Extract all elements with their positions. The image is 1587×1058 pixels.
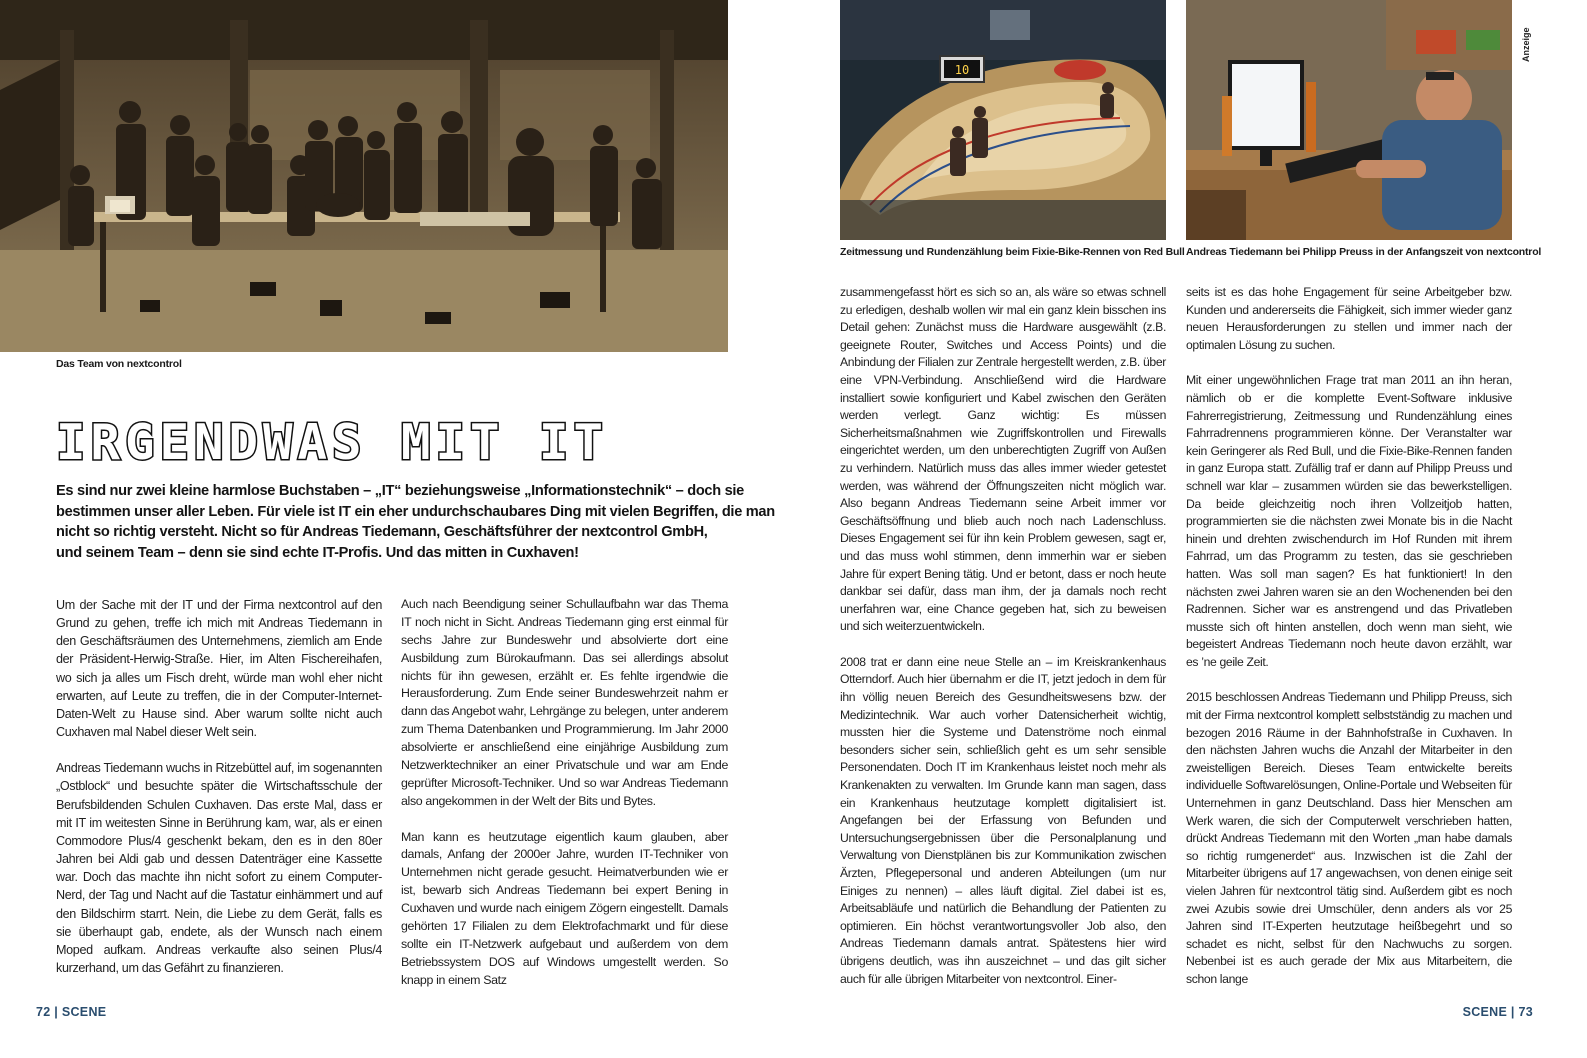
body-column-1 xyxy=(56,596,382,977)
paragraph: Auch nach Beendigung seiner Schullaufbahn war das Thema IT noch nicht in Sicht. Andreas Tiedemann ging erst einmal für sechs Jahre zur Bundeswehr und absolvierte dort eine Ausbildung zum Bürokaufmann. Das sei allerdings absolut nichts für ihn gewesen, erzählt er. Es fehlte irgendwie die Herausforderung. Zum Ende seiner Bundeswehrzeit nahm er dann das Angebot wahr, Lehrgänge zu belegen, unter anderem zum Thema Datenbanken und Programmierung. Im Jahr 2000 absolvierte er anschließend eine einjährige Ausbildung zum Netzwerktechniker an einer Privatschule und war am Ende geprüfter Microsoft-Techniker. Und so war Andreas Tiedemann also angekommen in der Welt der Bits und Bytes. xyxy=(401,597,728,808)
article-intro xyxy=(56,481,775,563)
office-photo-caption: Andreas Tiedemann bei Philipp Preuss in der Anfangszeit von nextcontrol xyxy=(1186,246,1542,258)
team-photo-illustration xyxy=(0,0,728,352)
paragraph: 2008 trat er dann eine neue Stelle an – im Kreiskrankenhaus Otterndorf. Auch hier übernahm er die IT, jetzt jedoch in dem für ihn völlig neuen Bereich des Gesundheitswesens bzw. der Medizintechnik. War auch vorher Datensicherheit wichtig, mussten hier die Systeme und Datenströme noch einmal besonders sicher sein, schließlich geht es um sehr sensible Personendaten. Doch IT im Krankenhaus leistet noch mehr als Krankenakten zu verwalten. Im Grunde kann man sagen, dass ein Krankenhaus heutzutage komplett digitalisiert ist. Angefangen bei der Erfassung von Befunden und Untersuchungsergebnissen über die Personalplanung und Verwaltung von Dienstplänen bis zur Kommunikation zwischen Ärzten, Pflegepersonal und anderen Abteilungen (um nur Einiges zu nennen) – alles läuft digital. Ziel dabei ist es, Arbeitsabläufe und natürlich die Behandlung der Patienten zu optimieren. Ein höchst verantwortungsvoller Job also, den Andreas Tiedemann damals antrat. Spätestens hier wird übrigens deutlich, was ihn auszeichnet – und das gilt sicher auch für alle übrigen Mitarbeiter von nextcontrol. Einer- xyxy=(840,654,1166,986)
intro-line: und seinem Team – denn sie sind echte IT-Profis. Und das mitten in Cuxhaven! xyxy=(56,544,579,561)
office-photo xyxy=(1186,0,1512,240)
paragraph: Andreas Tiedemann wuchs in Ritzebüttel auf, im sogenannten „Ostblock“ und besuchte später die Wirtschaftsschule der Berufsbildenden Schulen Cuxhaven. Das erste Mal, dass er mit IT im weitesten Sinne in Berührung kam, war, als er einen Commodore Plus/4 geschenkt bekam, den es in den 80er Jahren bei Aldi gab und dessen Datenträger eine Kassette war. Doch das machte ihn nicht sofort zu einem Computer-Nerd, der Tag und Nacht auf die Tastatur einhämmert und auf den Bildschirm starrt. Nein, die Liebe zu dem Gerät, falls es sie überhaupt gab, endete, als der Wunsch nach einem Moped aufkam. Andreas verkaufte also seinen Plus/4 kurzerhand, um das Gefährt zu finanzieren. xyxy=(56,761,382,975)
paragraph: Um der Sache mit der IT und der Firma nextcontrol auf den Grund zu gehen, treffe ich mich mit Andreas Tiedemann in den Geschäftsräumen des Unternehmens, ziemlich am Ende der Präsident-Herwig-Straße. Hier, im Alten Fischereihafen, wo sich ja alles um Fisch dreht, würde man wohl eher nicht erwarten, auf Leute zu treffen, die in der Computer-Internet-Daten-Welt zu Hause sind. Aber warum sollte nicht auch Cuxhaven mal Nabel dieser Welt sein. xyxy=(56,598,382,740)
team-photo xyxy=(0,0,728,352)
paragraph: zusammengefasst hört es sich so an, als wäre so etwas schnell zu erledigen, deshalb wollen wir mal ein ganz klein bisschen ins Detail gehen: Zunächst muss die Hardware ausgewählt (z.B. geeignete Router, Switches und Access Points) und die Anbindung der Filialen zur Zentrale hergestellt werden, z.B. über eine VPN-Verbindung. Anschließend wird die Hardware installiert sowie konfiguriert und Kabel zwischen den Geräten werden verlegt. Ganz wichtig: Es müssen Sicherheitsmaßnahmen wie Zugriffskontrollen und Firewalls eingerichtet werden, um den unberechtigten Zugriff von Außen zu verhindern. Natürlich muss das alles immer wieder getestet werden, was während der Öffnungszeiten nicht möglich war. Also begann Andreas Tiedemann seine Arbeit immer vor Geschäftsöffnung und blieb auch noch nach Ladenschluss. Dieses Engagement sei für ihn kein Problem gewesen, sagt er, und das muss wohl stimmen, denn immerhin war er sieben Jahre für expert Bening tätig. Und er betont, dass er noch heute dankbar sei dafür, dass man ihm, der ja damals noch recht unerfahren war, eine Chance gegeben hat, sich zu beweisen und sich weiterzuentwickeln. xyxy=(840,285,1166,634)
body-column-4 xyxy=(1186,284,1512,989)
paragraph: 2015 beschlossen Andreas Tiedemann und Philipp Preuss, sich mit der Firma nextcontrol komplett selbstständig zu machen und bezogen 2016 Räume in der Bahnhofstraße in Cuxhaven. In den nächsten Jahren wuchs die Anzahl der Mitarbeiter in den zweistelligen Bereich. Dieses Team entwickelte bereits individuelle Softwarelösungen, Online-Portale und Webseiten für Unternehmen in ganz Deutschland. Dass hier Menschen am Werk waren, die sich der Computerwelt verschrieben hatten, drückt Andreas Tiedemann mit den Worten „man habe damals so richtig rumgenerdet“ aus. Inzwischen ist die Zahl der Mitarbeiter übrigens auf 17 angewachsen, von denen einige seit vielen Jahren für nextcontrol tätig sind. Außerdem gibt es noch zwei Azubis sowie drei Umschüler, denn anders als vor 25 Jahren sind IT-Experten heutzutage heißbegehrt und so schadet es nicht, selbst für den Nachwuchs zu sorgen. Nebenbei ist es auch gerade der Mix aus Mitarbeitern, die schon lange xyxy=(1186,690,1512,986)
paragraph: Man kann es heutzutage eigentlich kaum glauben, aber damals, Anfang der 2000er Jahre, wurden IT-Techniker von Unternehmen nicht gerade gesucht. Heimatverbunden wie er ist, bewarb sich Andreas Tiedemann bei expert Bening in Cuxhaven und wurde nach einigem Zögern eingestellt. Damals gehörten 17 Filialen zu dem Elektrofachmarkt und für diese sollte ein IT-Netzwerk aufgebaut und außerdem von dem Betriebssystem DOS auf Windows umgestellt werden. So knapp in einem Satz xyxy=(401,829,728,987)
intro-line: Es sind nur zwei kleine harmlose Buchstaben – „IT“ beziehungsweise „Informationstechnik“ – doch sie xyxy=(56,483,745,499)
page-number-right: SCENE | 73 xyxy=(1462,1005,1533,1019)
team-photo-caption: Das Team von nextcontrol xyxy=(56,358,182,370)
ad-label: Anzeige xyxy=(1521,27,1531,62)
paragraph: seits ist es das hohe Engagement für seine Arbeitgeber bzw. Kunden und andererseits die Fähigkeit, sich immer wieder ganz neuen Herausforderungen zu stellen und immer nach der optimalen Lösung zu suchen. xyxy=(1186,285,1512,352)
velodrome-photo xyxy=(840,0,1166,240)
body-column-2 xyxy=(401,596,728,989)
intro-line: nicht so richtig versteht. Nicht so für Andreas Tiedemann, Geschäftsführer der nextcontrol GmbH, xyxy=(56,524,708,541)
intro-line: bestimmen unser aller Leben. Für viele ist IT ein eher undurchschaubares Ding mit vielen Begriffen, die man xyxy=(56,503,775,520)
velodrome-photo-caption: Zeitmessung und Rundenzählung beim Fixie-Bike-Rennen von Red Bull xyxy=(840,246,1185,258)
article-headline: IRGENDWAS MIT IT xyxy=(56,418,609,468)
velodrome-photo-illustration xyxy=(840,0,1166,240)
paragraph: Mit einer ungewöhnlichen Frage trat man 2011 an ihn heran, nämlich ob er die komplette Event-Software inklusive Fahrerregistrierung, Zeitmessung und Rundenzählung eines Fahrradrennens programmieren könne. Der Veranstalter war kein Geringerer als Red Bull, und die Fixie-Bike-Rennen fanden in ganz Europa statt. Zufällig traf er dann auf Philipp Preuss und schnell war klar – zusammen würden sie das bewerkstelligen. Da beide gleichzeitig noch ihren Vollzeitjob hatten, programmierten sie die nächsten zwei Monate bis in die Nacht hinein und drehten zwischendurch im Hof Runden mit ihrem Fahrrad, um das Programm zu testen, das sie geschrieben hatten. Was soll man sagen? Es hat funktioniert! In den nächsten zwei Jahren waren sie an den Wochenenden bei den Radrennen. Sicher war es anstrengend und das Privatleben musste sich oft hinten anstellen, doch wenn man sieht, wie begeistert Andreas Tiedemann noch heute davon erzählt, war es ’ne geile Zeit. xyxy=(1186,373,1512,669)
office-photo-illustration xyxy=(1186,0,1512,240)
scoreboard-number: 10 xyxy=(954,63,970,77)
page-number-left: 72 | SCENE xyxy=(36,1005,107,1019)
body-column-3 xyxy=(840,284,1166,988)
